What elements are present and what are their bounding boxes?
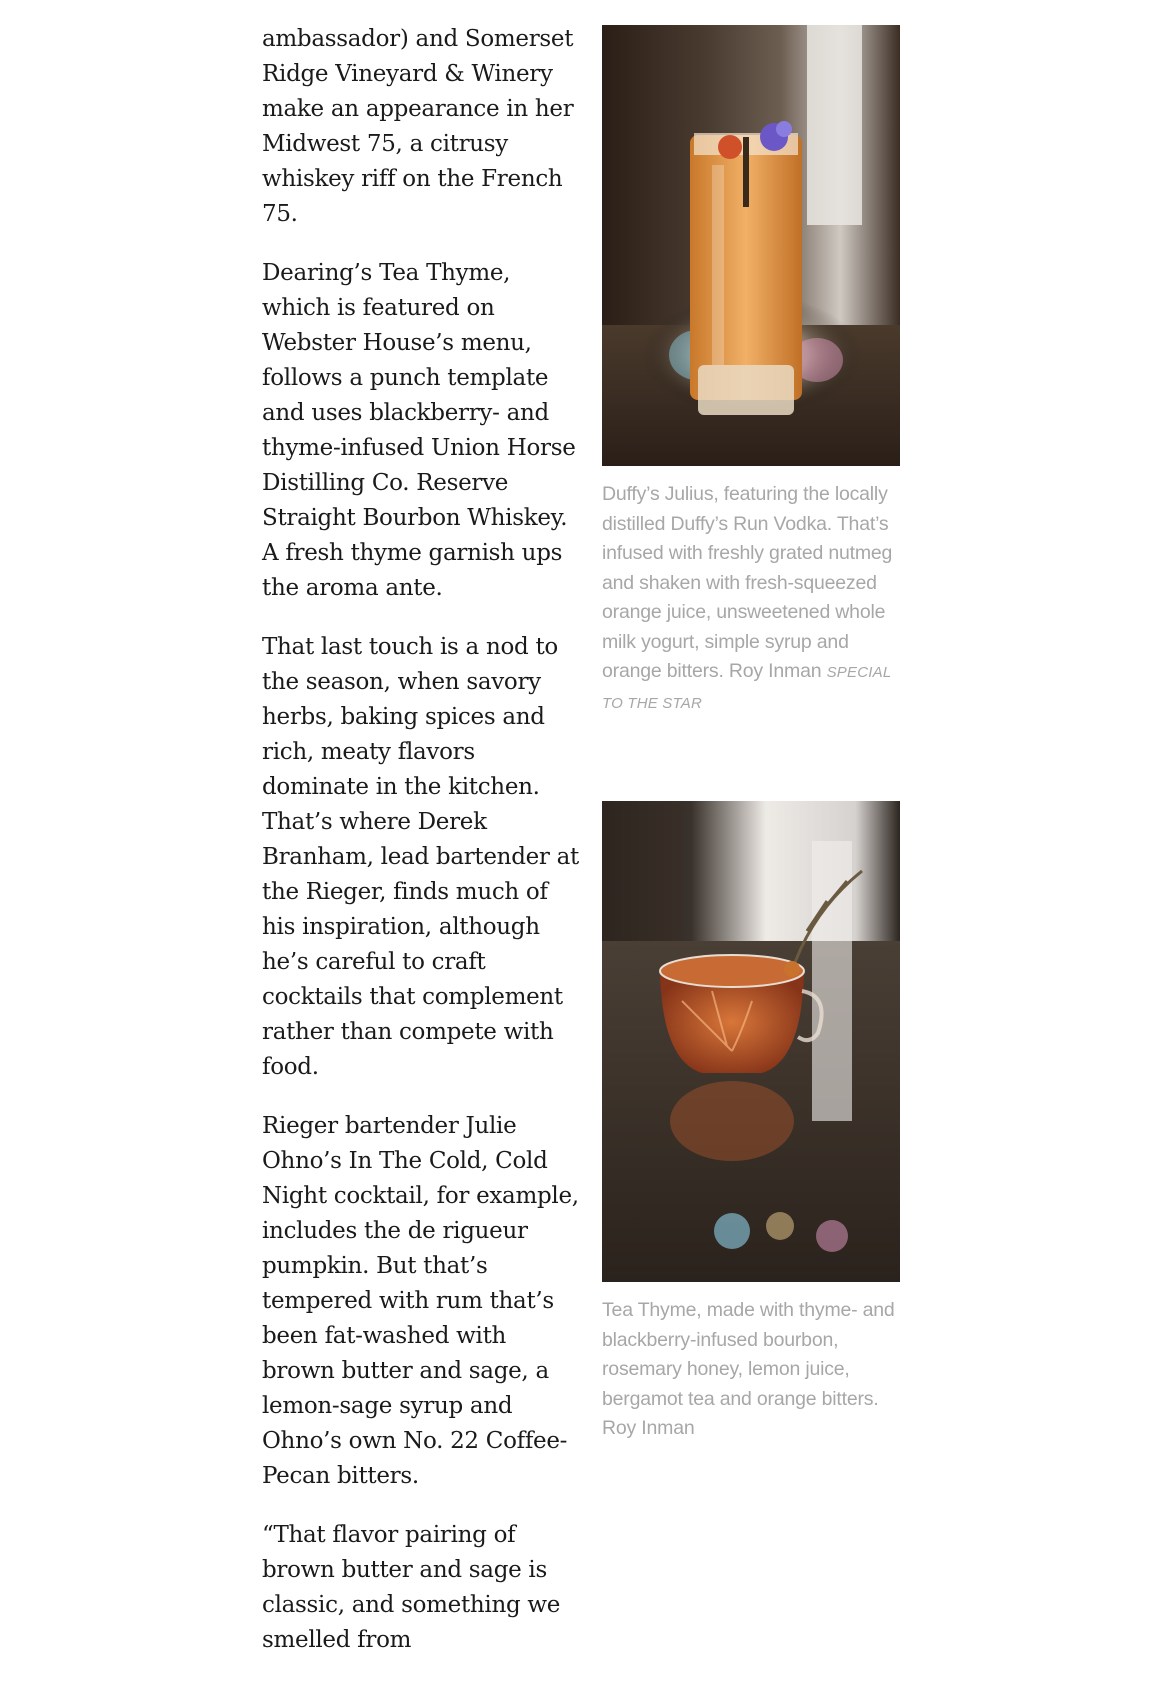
article-paragraph: Dearing’s Tea Thyme, which is featured on Webster House’s menu, follows a punch template and uses blackberry- and thyme-infused Union Horse Distilling Co. Reserve Straight Bourbon Whiskey. A fresh thyme garnish ups the aroma ante. (262, 260, 576, 601)
teacup-cocktail-image (602, 801, 900, 1282)
photo-figure-tea-thyme (602, 801, 900, 1444)
article-paragraph: That last touch is a nod to the season, when savory herbs, baking spices and rich, meaty flavors dominate in the kitchen. That’s where Derek Branham, lead bartender at the Rieger, finds much of his inspiration, although he’s careful to craft cocktails that complement rather than compete with food. (262, 634, 579, 1080)
cocktail-photo-duffys-julius[interactable] (602, 25, 900, 466)
caption-text: Duffy’s Julius, featuring the locally distilled Duffy’s Run Vodka. That’s infused with freshly grated nutmeg and shaken with fresh-squeezed orange juice, unsweetened whole milk yogurt, simple syrup and orange bitters. (602, 483, 893, 682)
cocktail-photo-tea-thyme[interactable] (602, 801, 900, 1282)
photo-figure-duffys-julius (602, 25, 900, 718)
article-paragraph: Rieger bartender Julie Ohno’s In The Cold, Cold Night cocktail, for example, includes the de rigueur pumpkin. But that’s tempered with rum that’s been fat-washed with brown butter and sage, a lemon-sage syrup and Ohno’s own No. 22 Coffee-Pecan bitters. (262, 1113, 579, 1489)
article-paragraph: ambassador) and Somerset Ridge Vineyard & Winery make an appearance in her Midwest 75, a citrusy whiskey riff on the French 75. (262, 26, 574, 227)
photo-caption (602, 1296, 900, 1444)
photo-credit: Roy Inman (728, 660, 822, 682)
photo-caption (602, 480, 900, 718)
photo-credit-tag: SPECIAL TO THE STAR (602, 664, 892, 712)
photo-credit: Roy Inman (602, 1417, 695, 1439)
caption-text: Tea Thyme, made with thyme- and blackberry-infused bourbon, rosemary honey, lemon juice, bergamot tea and orange bitters. (602, 1299, 895, 1410)
article-paragraph: “That flavor pairing of brown butter and sage is classic, and something we smelled from (262, 1522, 561, 1653)
tall-glass-cocktail-image (602, 25, 900, 466)
article-body (262, 22, 584, 1682)
